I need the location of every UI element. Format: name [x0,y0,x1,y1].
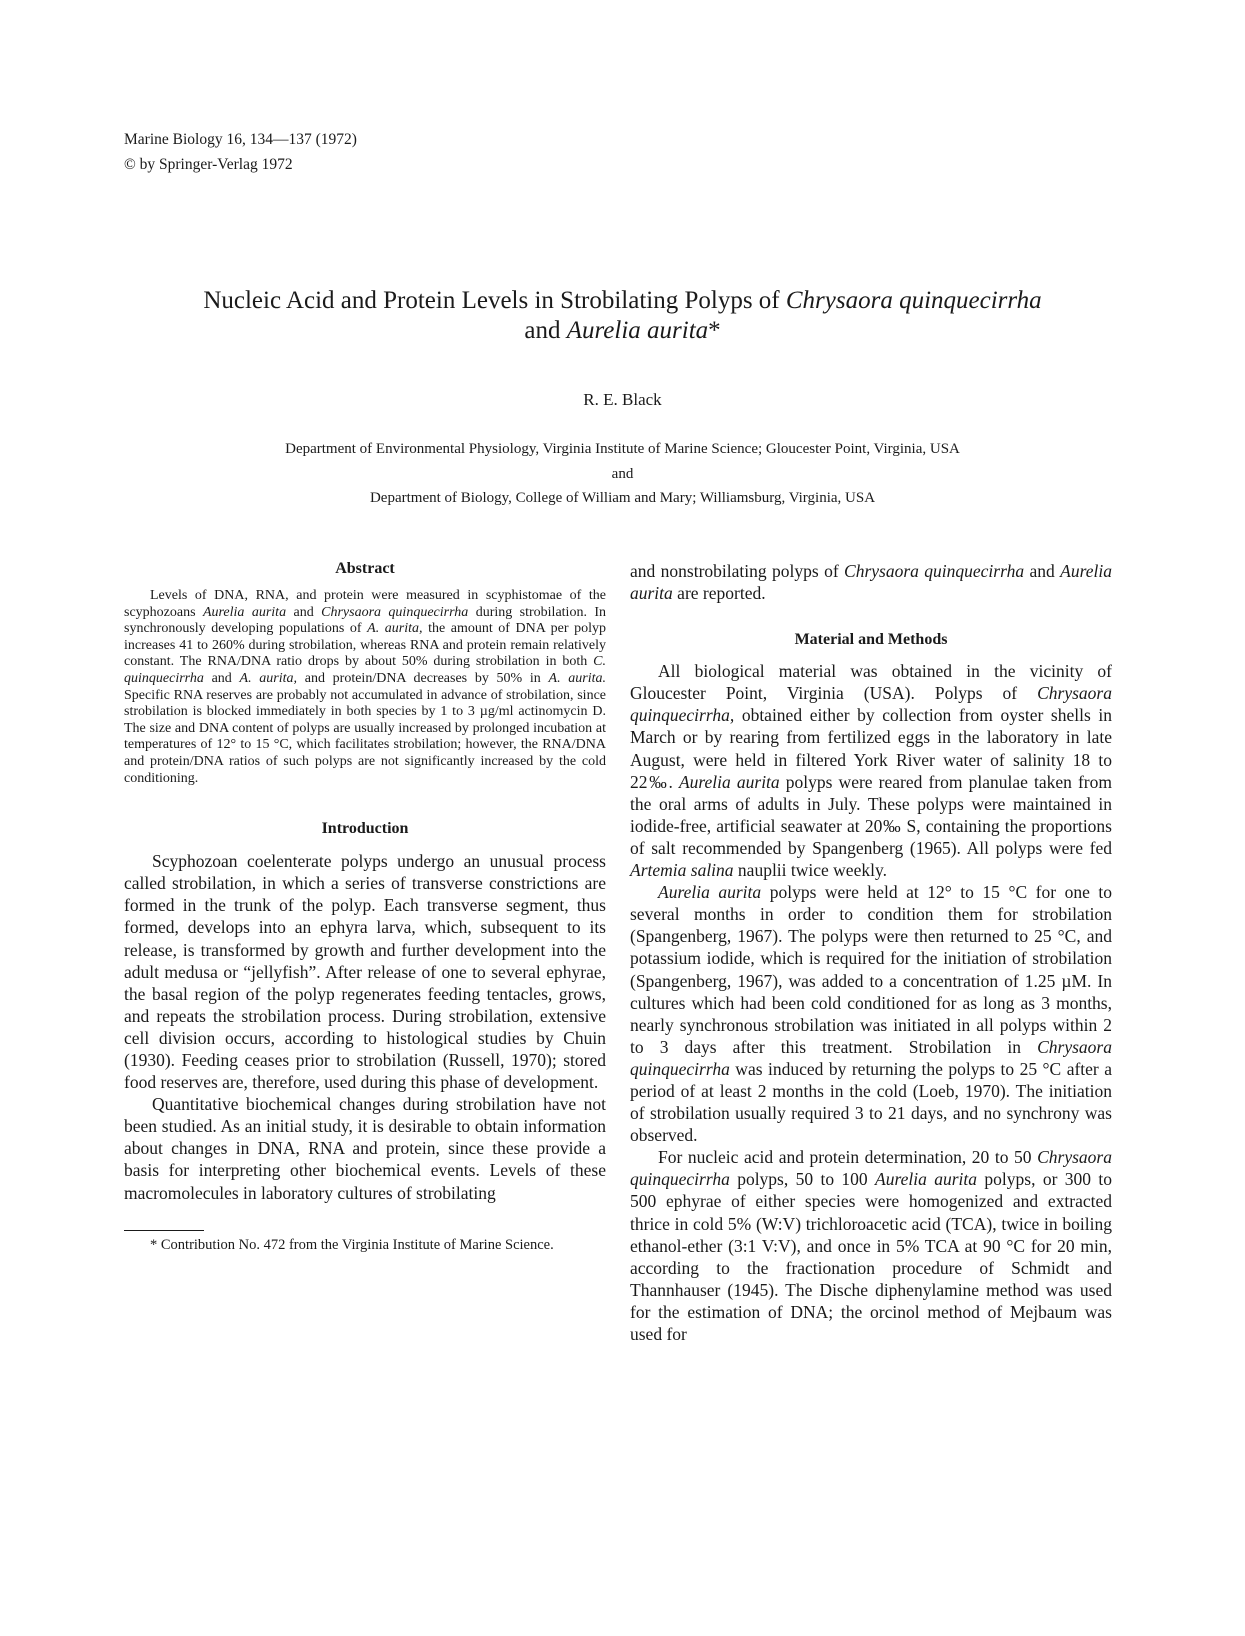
journal-line: Marine Biology 16, 134—137 (1972) [124,131,357,148]
paper-title: Nucleic Acid and Protein Levels in Strobilating Polyps of Chrysaora quinquecirrha and Aurelia aurita* [203,287,1042,344]
author-name: R. E. Black [583,390,662,409]
right-column [630,560,1112,1345]
journal-citation [124,127,357,177]
abstract-text: Levels of DNA, RNA, and protein were measured in scyphistomae of the scyphozoans Aurelia aurita and Chrysaora quinquecirrha during strobilation. In synchronously developing populations of A. aurita, the amount of DNA per polyp increases 41 to 260% during strobilation, whereas RNA and protein remain relatively constant. The RNA/DNA ratio drops by about 50% during strobilation in both C. quinquecirrha and A. aurita, and protein/DNA decreases by 50% in A. aurita. Specific RNA reserves are probably not accumulated in advance of strobilation, since strobilation is blocked immediately in both species by 1 to 3 µg/ml actinomycin D. The size and DNA content of polyps are usually increased by prolonged incubation at temperatures of 12° to 15 °C, which facilitates strobilation; however, the RNA/DNA and protein/DNA ratios of such polyps are not significantly increased by the cold conditioning. [124,588,607,786]
abstract-heading: Abstract [335,560,395,577]
affiliation-and: and [611,466,634,482]
affiliation-second: Department of Biology, College of William and Mary; Williamsburg, Virginia, USA [369,490,876,506]
methods-heading: Material and Methods [794,631,948,649]
introduction-paragraph-2: Quantitative biochemical changes during strobilation have not been studied. As an initial study, it is desirable to obtain information about changes in DNA, RNA and protein, since these provide a basis for interpreting other biochemical events. Levels of these macromolecules in laboratory cultures of strobilating [124,1094,606,1203]
title-footnote-mark: * [708,317,721,344]
methods-paragraph-2: Aurelia aurita polyps were held at 12° to 15 °C for one to several months in order to condition them for strobilation (Spangenberg, 1967). The polyps were then returned to 25 °C, and potassium iodide, which is required for the initiation of strobilation (Spangenberg, 1967), was added to a concentration of 1.25 µM. In cultures which had been cold conditioned for as long as 3 months, nearly synchronous strobilation was initiated in all polyps within 2 to 3 days after this treatment. Strobilation in Chrysaora quinquecirrha was induced by returning the polyps to 25 °C after a period of at least 2 months in the cold (Loeb, 1970). The initiation of strobilation usually required 3 to 21 days, and no synchrony was observed. [630,882,1112,1146]
introduction-paragraph-1: Scyphozoan coelenterate polyps undergo an unusual process called strobilation, in which a series of transverse constrictions are formed in the trunk of the polyp. Each transverse segment, thus formed, develops into an ephyra larva, which, subsequent to its release, is transformed by growth and further development into the adult medusa or “jellyfish”. After release of one to several ephyrae, the basal region of the polyp regenerates feeding tentacles, grows, and repeats the strobilation process. During strobilation, extensive cell division occurs, according to histological studies by Chuin (1930). Feeding ceases prior to strobilation (Russell, 1970); stored food reserves are, therefore, used during this phase of development. [124,851,606,1093]
methods-paragraph-3: For nucleic acid and protein determination, 20 to 50 Chrysaora quinquecirrha polyps, 50 to 100 Aurelia aurita polyps, or 300 to 500 ephyrae of either species were homogenized and extracted thrice in cold 5% (W:V) trichloroacetic acid (TCA), twice in boiling ethanol-ether (3:1 V:V), and once in 5% TCA at 90 °C for 20 min, according to the fractionation procedure of Schmidt and Thannhauser (1945). The Dische diphenylamine method was used for the estimation of DNA; the orcinol method of Mejbaum was used for [630,1147,1112,1344]
affiliation-first: Department of Environmental Physiology, Virginia Institute of Marine Science; Gloucester Point, Virginia, USA [285,441,960,457]
introduction-continuation: and nonstrobilating polyps of Chrysaora quinquecirrha and Aurelia aurita are reported. [630,561,1112,604]
footnote-divider [124,1230,204,1231]
introduction-heading: Introduction [321,820,409,838]
methods-paragraph-1: All biological material was obtained in the vicinity of Gloucester Point, Virginia (USA). Polyps of Chrysaora quinquecirrha, obtained either by collection from oyster shells in March or by rearing from fertilized eggs in the laboratory in late August, were held in filtered York River water of salinity 18 to 22‰. Aurelia aurita polyps were reared from planulae taken from the oral arms of adults in July. These polyps were maintained in iodide-free, artificial seawater at 20‰ S, containing the proportions of salt recommended by Spangenberg (1965). All polyps were fed Artemia salina nauplii twice weekly. [630,661,1112,881]
copyright-line: © by Springer-Verlag 1972 [124,156,293,173]
left-column [124,560,606,1254]
footnote-text: * Contribution No. 472 from the Virginia Institute of Marine Science. [150,1236,554,1253]
